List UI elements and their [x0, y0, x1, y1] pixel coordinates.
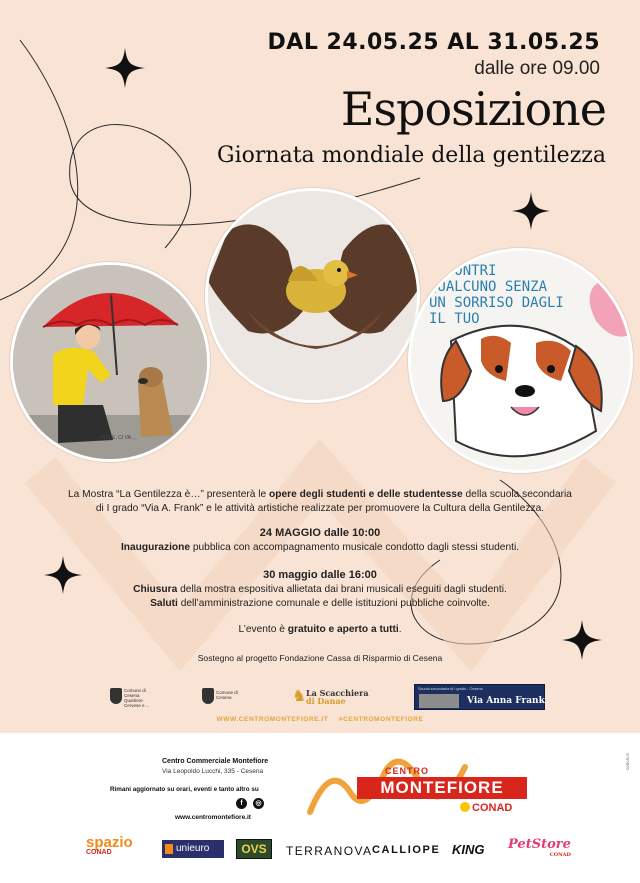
- brand-petstore: PetStore CONAD: [508, 837, 571, 858]
- opening-date: 24 MAGGIO dalle 10:00: [259, 527, 381, 539]
- closing-description: Chiusura della mostra espositiva allietata dai brani musicali eseguiti dagli studenti.: [133, 584, 507, 595]
- web-links: [0, 716, 640, 723]
- center-name: Centro Commerciale Montefiore: [162, 758, 269, 765]
- newsletter-note: Rimani aggiornato su orari, eventi e tanto altro su: [110, 786, 259, 793]
- artwork-handwritten-text: INCONTRI QUALCUNO SENZA UN SORRISO DAGLI IL TUO: [429, 263, 564, 327]
- comune-crest-icon: [202, 688, 214, 704]
- brand-logos: [0, 834, 640, 868]
- sparkle-icon: [105, 48, 145, 88]
- comune-crest-icon: [110, 688, 122, 704]
- artwork-caption: ... il SOLE, CI VA ...: [93, 435, 137, 441]
- artwork-dog-smile: [408, 248, 633, 473]
- artwork-hands-bird: [205, 188, 420, 403]
- website-link[interactable]: WWW.CENTROMONTEFIORE.IT: [216, 716, 329, 723]
- page-title: Esposizione: [340, 82, 606, 136]
- artwork-umbrella-dog: [10, 262, 210, 462]
- brand-spazio-conad: spazio CONAD: [86, 834, 133, 856]
- center-address: Via Leopoldo Lucchi, 335 - Cesena: [162, 768, 264, 775]
- opening-description: Inaugurazione pubblica con accompagnamento musicale condotto dagli stessi studenti.: [120, 542, 520, 553]
- sponsor-note: Sostegno al progetto Fondazione Cassa di Risparmio di Cesena: [197, 653, 443, 663]
- logo-montefiore: MONTEFIORE: [357, 777, 527, 799]
- credit: ceriolo.it: [625, 753, 630, 770]
- conad-dot-icon: [460, 802, 470, 812]
- brand-calliope: CALLIOPE: [372, 844, 441, 856]
- facebook-icon[interactable]: f: [236, 798, 247, 809]
- logo-conad: CONAD: [460, 802, 512, 814]
- sparkle-icon: [512, 192, 550, 230]
- brand-king: KING: [452, 842, 485, 857]
- event-time: dalle ore 09.00: [474, 58, 600, 79]
- center-website[interactable]: www.centromontefiore.it: [175, 814, 251, 821]
- partner-logos: Comune di Cesena Quartiere Cervese e ... Comune di Cesena ♞ La Scacchiera di Danae Scuola secondaria di I grado - Cesena Via Anna Frank: [0, 680, 640, 716]
- brand-terranova: TERRANOVA: [286, 844, 373, 858]
- event-dates: DAL 24.05.25 AL 31.05.25: [267, 30, 600, 55]
- free-entry-note: L’evento è gratuito e aperto a tutti.: [238, 624, 402, 635]
- comune-logo-2: Comune di Cesena: [216, 690, 238, 700]
- page-subtitle: Giornata mondiale della gentilezza: [217, 143, 606, 168]
- intro-paragraph: La Mostra “La Gentilezza è…” presenterà le opere degli studenti e delle studentesse della scuola secondaria di I grado “Via A. Frank” e le attività artistiche realizzate per promuovere la Cultura della Gentilezza.: [68, 489, 572, 514]
- comune-logo-1: Comune di Cesena Quartiere Cervese e ...: [124, 688, 150, 708]
- brand-ovs: OVS: [236, 839, 272, 859]
- chess-piece-icon: ♞: [292, 688, 307, 705]
- closing-date: 30 maggio dalle 16:00: [263, 569, 377, 581]
- brand-unieuro: unieuro: [162, 840, 224, 858]
- logo-centro: CENTRO: [385, 766, 429, 776]
- greetings-description: Saluti dell’amministrazione comunale e delle istituzioni pubbliche coinvolte.: [150, 598, 490, 609]
- hashtag: #CENTROMONTEFIORE: [338, 716, 424, 723]
- instagram-icon[interactable]: ◎: [253, 798, 264, 809]
- school-logo: Scuola secondaria di I grado - Cesena Via Anna Frank: [414, 684, 545, 710]
- school-photo: [419, 694, 459, 708]
